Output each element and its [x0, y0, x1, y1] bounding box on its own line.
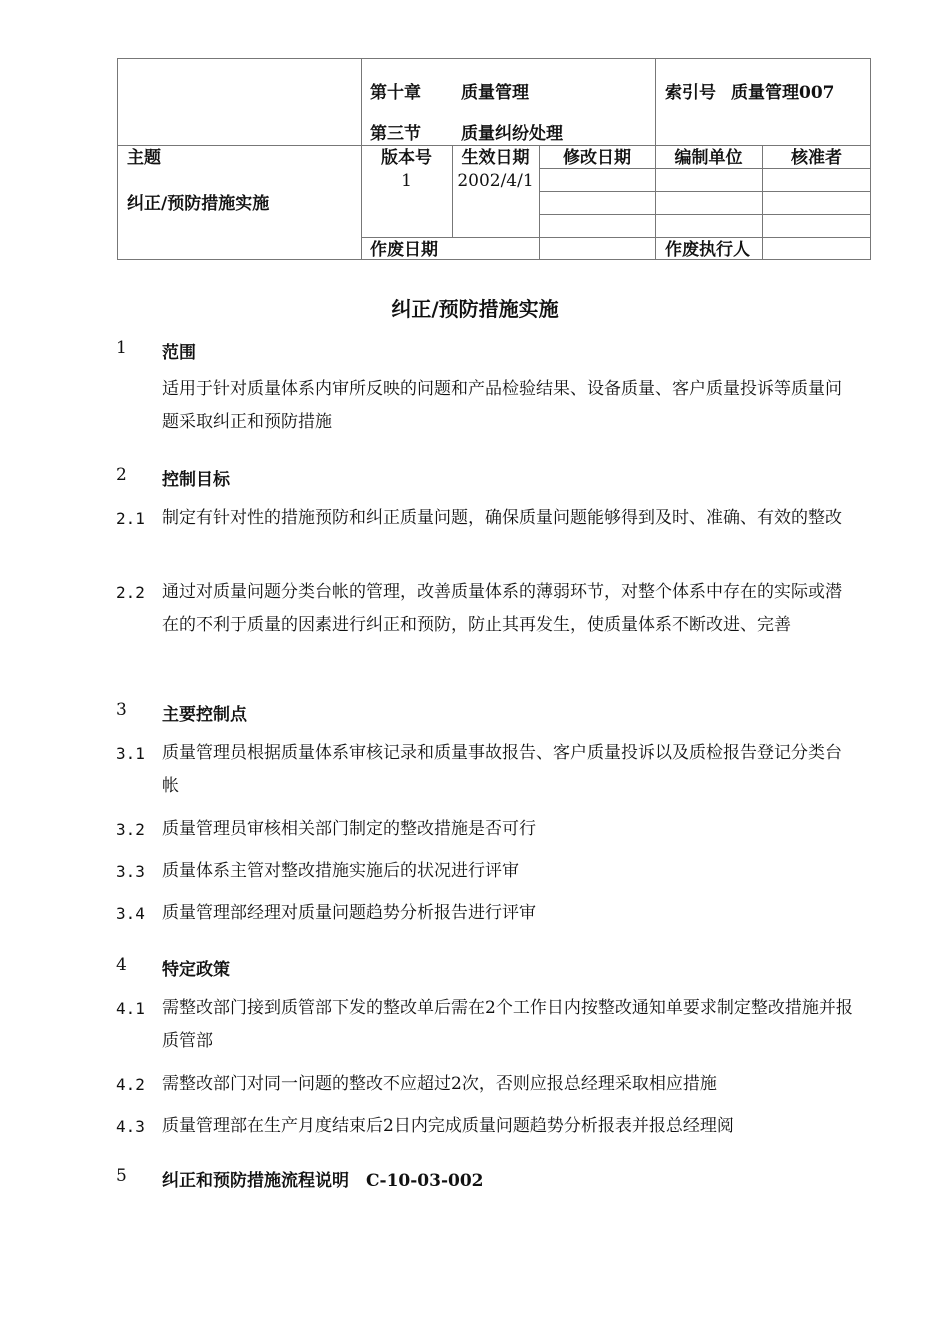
version-value: 1	[401, 171, 412, 191]
subject-label: 主题	[127, 148, 161, 168]
subject-value: 纠正/预防措施实施	[127, 194, 270, 214]
document-title: 纠正/预防措施实施	[391, 297, 559, 321]
version-label: 版本号	[381, 148, 432, 168]
item-text: 质量管理员根据质量体系审核记录和质量事故报告、客户质量投诉以及质检报告登记分类台帐	[162, 743, 842, 796]
unit-label: 编制单位	[674, 148, 743, 168]
header-table	[117, 58, 871, 260]
item-text: 制定有针对性的措施预防和纠正质量问题，确保质量问题能够得到及时、准确、有效的整改	[162, 508, 842, 528]
item-number: 3.2	[116, 820, 145, 839]
item-number: 2.2	[116, 583, 145, 602]
item-text: 质量管理员审核相关部门制定的整改措施是否可行	[162, 819, 536, 839]
item-number: 2.1	[116, 509, 145, 528]
section-name: 质量纠纷处理	[461, 124, 563, 144]
section-title: 范围	[162, 343, 196, 363]
approver-label: 核准者	[791, 148, 842, 168]
item-number: 4.2	[116, 1075, 145, 1094]
section-number: 2	[116, 465, 127, 485]
section-title: 主要控制点	[162, 705, 247, 725]
section-title: 控制目标	[162, 470, 230, 490]
item-text: 质量体系主管对整改措施实施后的状况进行评审	[162, 861, 519, 881]
item-number: 4.1	[116, 999, 145, 1018]
section-number: 1	[116, 338, 127, 358]
chapter-name: 质量管理	[461, 83, 529, 103]
section-title: 纠正和预防措施流程说明 C-10-03-002	[162, 1171, 484, 1191]
item-text: 需整改部门对同一问题的整改不应超过2次，否则应报总经理采取相应措施	[162, 1074, 717, 1094]
section-number: 5	[116, 1166, 127, 1186]
item-number: 3.3	[116, 862, 145, 881]
section-number: 4	[116, 955, 127, 975]
revision-label: 修改日期	[563, 148, 631, 168]
void-executor-label: 作废执行人	[665, 240, 750, 260]
section-title: 特定政策	[162, 960, 230, 980]
item-number: 4.3	[116, 1117, 145, 1136]
section: 第三节	[370, 124, 421, 144]
item-number: 3.4	[116, 904, 145, 923]
item-text: 通过对质量问题分类台帐的管理，改善质量体系的薄弱环节，对整个体系中存在的实际或潜在的不利于质量的因素进行纠正和预防，防止其再发生，使质量体系不断改进、完善	[162, 582, 842, 635]
void-date-label: 作废日期	[370, 240, 438, 260]
index-label: 索引号	[665, 83, 716, 103]
effective-label: 生效日期	[461, 148, 530, 168]
effective-value: 2002/4/1	[457, 171, 534, 191]
section-number: 3	[116, 700, 127, 720]
item-text: 质量管理部经理对质量问题趋势分析报告进行评审	[162, 903, 536, 923]
item-text: 需整改部门接到质管部下发的整改单后需在2个工作日内按整改通知单要求制定整改措施并报质管部	[162, 998, 853, 1051]
section-paragraph: 适用于针对质量体系内审所反映的问题和产品检验结果、设备质量、客户质量投诉等质量问题采取纠正和预防措施	[162, 379, 842, 432]
item-text: 质量管理部在生产月度结束后2日内完成质量问题趋势分析报表并报总经理阅	[162, 1116, 734, 1136]
item-number: 3.1	[116, 744, 145, 763]
chapter: 第十章	[370, 83, 421, 103]
index-value: 质量管理007	[731, 83, 835, 103]
